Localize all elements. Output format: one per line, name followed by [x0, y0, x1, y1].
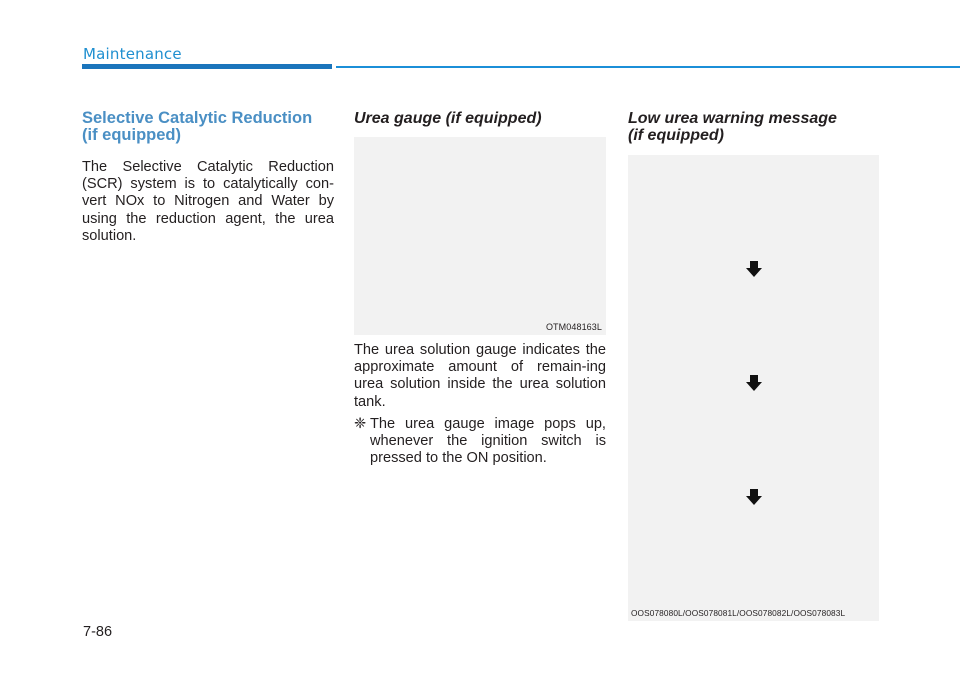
- section-title: Maintenance: [83, 45, 182, 63]
- low-urea-section: [628, 110, 880, 144]
- urea-gauge-heading: Urea gauge (if equipped): [354, 110, 542, 127]
- urea-gauge-note: [354, 416, 606, 468]
- arrow-down-icon: [744, 487, 764, 507]
- urea-gauge-description: [354, 342, 606, 467]
- low-urea-heading-line1: Low urea warning message: [628, 110, 837, 127]
- urea-gauge-body: The urea solution gauge indicates the approximate amount of remain-ing urea solution inside the urea solution tank.: [354, 342, 606, 410]
- urea-gauge-image-code: OTM048163L: [545, 322, 602, 332]
- low-urea-image: [628, 155, 879, 621]
- note-mark-icon: ❈: [354, 415, 367, 432]
- header-rule-thick: [82, 64, 332, 69]
- arrow-down-icon: [744, 259, 764, 279]
- page-number: 7-86: [83, 624, 113, 640]
- scr-heading-line2: (if equipped): [82, 126, 181, 144]
- header-rule-thin: [336, 66, 960, 68]
- low-urea-image-code: OOS078080L/OOS078081L/OOS078082L/OOS078083L: [631, 608, 846, 618]
- scr-heading: [82, 110, 334, 144]
- scr-body: The Selective Catalytic Reduction (SCR) system is to catalytically con-vert NOx to Nitrogen and Water by using the reduction agent, the urea solution.: [82, 159, 334, 244]
- low-urea-heading: [628, 110, 880, 144]
- arrow-down-icon: [744, 373, 764, 393]
- low-urea-heading-line2: (if equipped): [628, 127, 724, 144]
- urea-gauge-section: [354, 110, 606, 127]
- scr-heading-line1: Selective Catalytic Reduction: [82, 109, 313, 127]
- scr-section: [82, 110, 334, 245]
- urea-gauge-image: [354, 137, 606, 335]
- urea-gauge-note-text: The urea gauge image pops up, whenever the ignition switch is pressed to the ON position.: [370, 415, 606, 467]
